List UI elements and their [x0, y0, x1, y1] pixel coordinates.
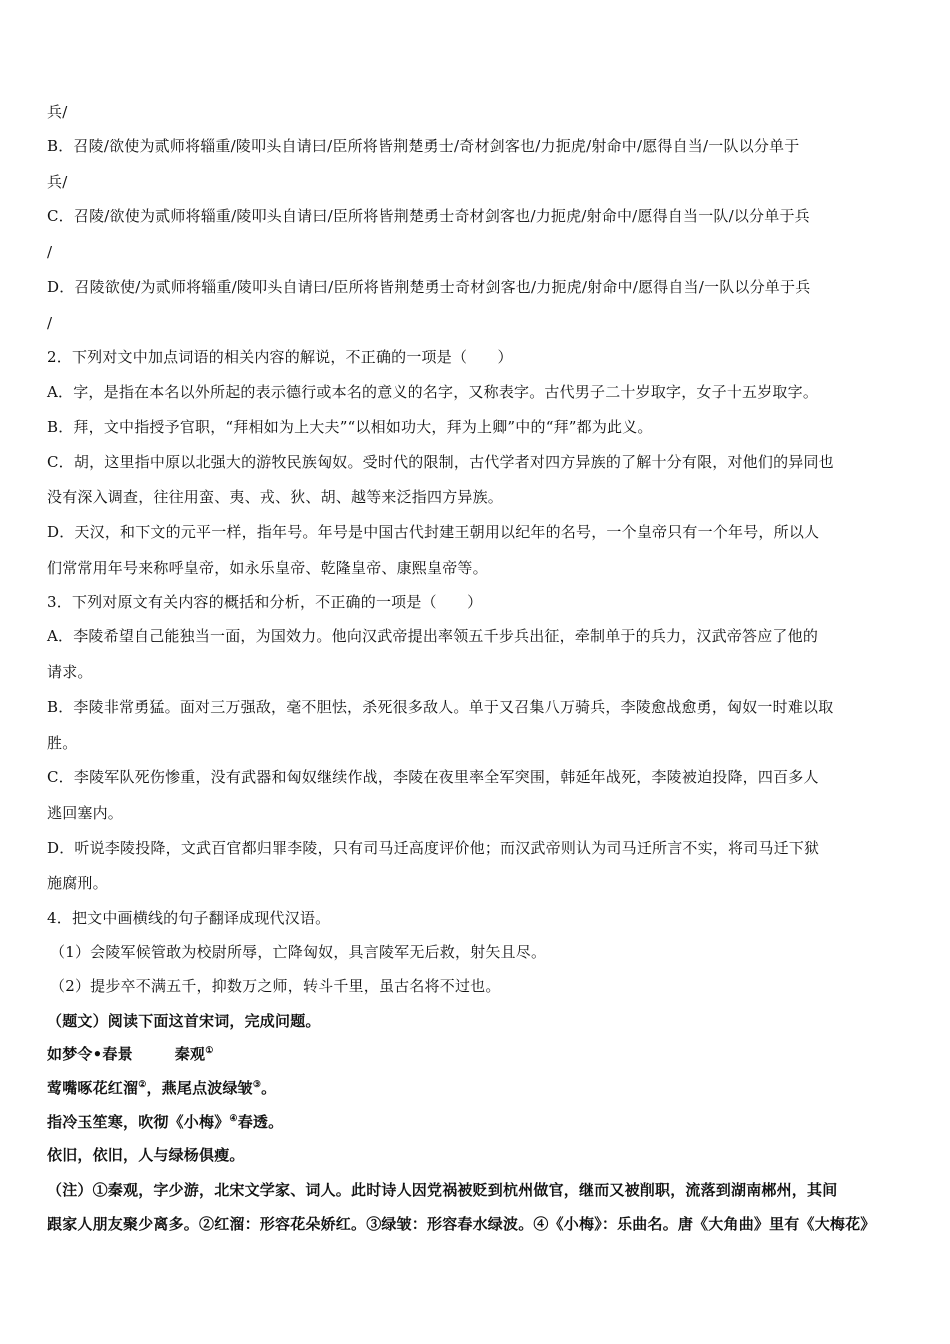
poem-line-2	[47, 1112, 907, 1132]
q3-option-d-line2: 施腐刑。	[47, 874, 108, 892]
q3-option-a-line2: 请求。	[47, 663, 93, 681]
q4-sentence-2: （2）提步卒不满五千，抑数万之师，转斗千里，虽古名将不过也。	[50, 977, 501, 995]
q3-option-b-line2: 胜。	[47, 734, 78, 752]
q1-option-d-tail: /	[47, 314, 53, 332]
poem-note-line1: （注）①秦观，字少游，北宋文学家、词人。此时诗人因党祸被贬到杭州做官，继而又被削职，流落到湖南郴州，其间	[47, 1181, 838, 1199]
poem-line-2-part-b: 春透。	[237, 1113, 284, 1131]
q2-option-a: A．字，是指在本名以外所起的表示德行或本名的意义的名字，又称表字。古代男子二十岁取字，女子十五岁取字。	[47, 383, 819, 401]
q2-option-d-line2: 们常常用年号来称呼皇帝，如永乐皇帝、乾隆皇帝、康熙皇帝等。	[47, 559, 488, 577]
footnote-marker: ①	[205, 1046, 214, 1056]
q2-option-c-line1: C．胡，这里指中原以北强大的游牧民族匈奴。受时代的限制，古代学者对四方异族的了解十分有限，对他们的异同也	[47, 453, 834, 471]
footnote-marker: ③	[252, 1080, 262, 1090]
q2-option-d-line1: D．天汉，和下文的元平一样，指年号。年号是中国古代封建王朝用以纪年的名号，一个皇帝只有一个年号，所以人	[47, 523, 820, 541]
poem-line-2-part-a: 指冷玉笙寒，吹彻《小梅》	[47, 1113, 230, 1131]
q3-option-b-line1: B．李陵非常勇猛。面对三万强敌，毫不胆怯，杀死很多敌人。单于又召集八万骑兵，李陵愈战愈勇，匈奴一时难以取	[47, 698, 834, 716]
poem-line-1	[47, 1078, 907, 1098]
q1-option-b-tail: 兵/	[47, 173, 68, 191]
poem-line-1-part-b: ，燕尾点波绿皱	[146, 1079, 253, 1097]
q1-option-a-tail: 兵/	[47, 103, 68, 121]
poem-line-3: 依旧，依旧，人与绿杨俱瘦。	[47, 1146, 245, 1164]
q1-option-c: C．召陵/欲使为贰师将辎重/陵叩头自请曰/臣所将皆荆楚勇士奇材剑客也/力扼虎/射命中/愿得自当一队/以分单于兵	[47, 207, 810, 225]
poem-line-1-part-a: 莺嘴啄花红溜	[47, 1079, 139, 1097]
footnote-marker: ④	[229, 1114, 238, 1124]
q3-option-a-line1: A．李陵希望自己能独当一面，为国效力。他向汉武帝提出率领五千步兵出征，牵制单于的兵力，汉武帝答应了他的	[47, 627, 819, 645]
q2-stem: 2．下列对文中加点词语的相关内容的解说，不正确的一项是（ ）	[47, 348, 513, 366]
q4-sentence-1: （1）会陵军候管敢为校尉所辱，亡降匈奴，具言陵军无后救，射矢且尽。	[50, 943, 547, 961]
q1-option-b: B．召陵/欲使为贰师将辎重/陵叩头自请曰/臣所将皆荆楚勇士/奇材剑客也/力扼虎/射命中/愿得自当/一队以分单于	[47, 137, 800, 155]
q3-option-c-line2: 逃回塞内。	[47, 804, 124, 822]
q4-stem: 4．把文中画横线的句子翻译成现代汉语。	[47, 909, 331, 927]
q3-option-c-line1: C．李陵军队死伤惨重，没有武器和匈奴继续作战，李陵在夜里率全军突围，韩延年战死，李陵被迫投降，四百多人	[47, 768, 819, 786]
poem-line-1-part-c: 。	[261, 1079, 277, 1097]
footnote-marker: ②	[138, 1080, 147, 1090]
poem-title-line	[47, 1044, 907, 1064]
q2-option-c-line2: 没有深入调查，往往用蛮、夷、戎、狄、胡、越等来泛指四方异族。	[47, 488, 504, 506]
poem-note-line2: 跟家人朋友聚少离多。②红溜：形容花朵娇红。③绿皱：形容春水绿波。④《小梅》：乐曲名。唐《大角曲》里有《大梅花》	[47, 1215, 876, 1233]
q3-option-d-line1: D．听说李陵投降，文武百官都归罪李陵，只有司马迁高度评价他；而汉武帝则认为司马迁所言不实，将司马迁下狱	[47, 839, 820, 857]
q1-option-c-tail: /	[47, 243, 53, 261]
q3-stem: 3．下列对原文有关内容的概括和分析，不正确的一项是（ ）	[47, 593, 483, 611]
poem-intro: （题文）阅读下面这首宋词，完成问题。	[47, 1012, 321, 1030]
q1-option-d: D．召陵欲使/为贰师将辎重/陵叩头自请曰/臣所将皆荆楚勇士奇材剑客也/力扼虎/射命中/愿得自当/一队以分单于兵	[47, 278, 811, 296]
poem-author: 秦观	[174, 1045, 206, 1063]
poem-title: 如梦令•春景	[47, 1045, 133, 1063]
q2-option-b: B．拜，文中指授予官职，“拜相如为上大夫”“以相如功大，拜为上卿”中的“拜”都为此义。	[47, 418, 653, 436]
